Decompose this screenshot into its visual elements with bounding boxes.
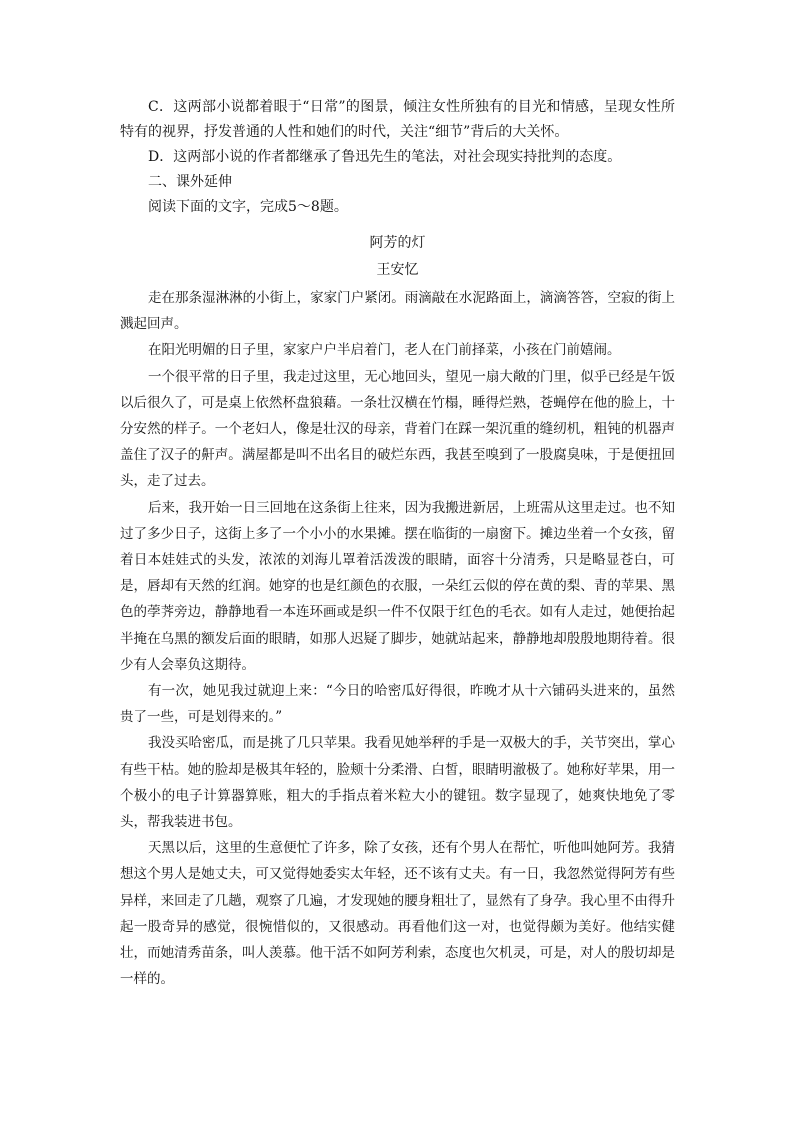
- story-body: [120, 285, 675, 992]
- reading-instruction: 阅读下面的文字，完成5～8题。: [148, 199, 348, 215]
- story-paragraph: 后来，我开始一日三回地在这条街上往来，因为我搬进新居，上班需从这里走过。也不知过了多少日子，这街上多了一个小小的水果摊。摆在临街的一扇窗下。摊边坐着一个女孩，留着日本娃娃式的头发，浓浓的刘海儿罩着活泼泼的眼睛，面容十分清秀，只是略显苍白，可是，唇却有天然的红润。她穿的也是红颜色的衣服，一朵红云似的停在黄的梨、青的苹果、黑色的荸荠旁边，静静地看一本连环画或是织一件不仅限于红色的毛衣。如有人走过，她便抬起半掩在乌黑的额发后面的眼睛，如那人迟疑了脚步，她就站起来，静静地却殷殷地期待着。很少有人会辜负这期待。: [120, 499, 675, 673]
- option-d: D．这两部小说的作者都继承了鲁迅先生的笔法，对社会现实持批判的态度。: [148, 149, 622, 165]
- story-paragraph: 天黑以后，这里的生意便忙了许多，除了女孩，还有个男人在帮忙，听他叫她阿芳。我猜想这个男人是她丈夫，可又觉得她委实太年轻，还不该有丈夫。有一日，我忽然觉得阿芳有些异样，来回走了几趟，观察了几遍，才发现她的腰身粗壮了，显然有了身孕。我心里不由得升起一股奇异的感觉，很惋惜似的，又很感动。再看他们这一对，也觉得颇为美好。他结实健壮，而她清秀苗条，叫人羡慕。他干活不如阿芳利索，态度也欠机灵，可是，对人的殷切却是一样的。: [120, 840, 675, 988]
- story-paragraph: 有一次，她见我过就迎上来：“今日的哈密瓜好得很，昨晚才从十六铺码头进来的，虽然贵了一些，可是划得来的。”: [120, 683, 675, 726]
- story-paragraph: 走在那条湿淋淋的小街上，家家门户紧闭。雨滴敲在水泥路面上，滴滴答答，空寂的街上溅起回声。: [120, 290, 675, 333]
- story-author: 王安忆: [376, 262, 419, 278]
- story-paragraph: 我没买哈密瓜，而是挑了几只苹果。我看见她举秤的手是一双极大的手，关节突出，掌心有些干枯。她的脸却是极其年轻的，脸颊十分柔滑、白皙，眼睛明澈极了。她称好苹果，用一个极小的电子计算器算账，粗大的手指点着米粒大小的键钮。数字显现了，她爽快地免了零头，帮我装进书包。: [120, 735, 675, 831]
- section-heading: 二、课外延伸: [148, 174, 232, 190]
- story-paragraph: 一个很平常的日子里，我走过这里，无心地回头，望见一扇大敞的门里，似乎已经是午饭以后很久了，可是桌上依然杯盘狼藉。一条壮汉横在竹榻，睡得烂熟，苍蝇停在他的脸上，十分安然的样子。一个老妇人，像是壮汉的母亲，背着门在踩一架沉重的缝纫机，粗钝的机器声盖住了汉子的鼾声。满屋都是叫不出名目的破烂东西，我甚至嗅到了一股腐臭味，于是便扭回头，走了过去。: [120, 368, 675, 490]
- story-paragraph: 在阳光明媚的日子里，家家户户半启着门，老人在门前择菜，小孩在门前嬉闹。: [148, 342, 621, 359]
- questions-block: [120, 95, 675, 220]
- story-title: 阿芳的灯: [369, 235, 426, 251]
- option-c: C．这两部小说都着眼于“日常”的图景，倾注女性所独有的目光和情感，呈现女性所特有的视界，抒发普通的人性和她们的时代，关注“细节”背后的大关怀。: [120, 99, 675, 140]
